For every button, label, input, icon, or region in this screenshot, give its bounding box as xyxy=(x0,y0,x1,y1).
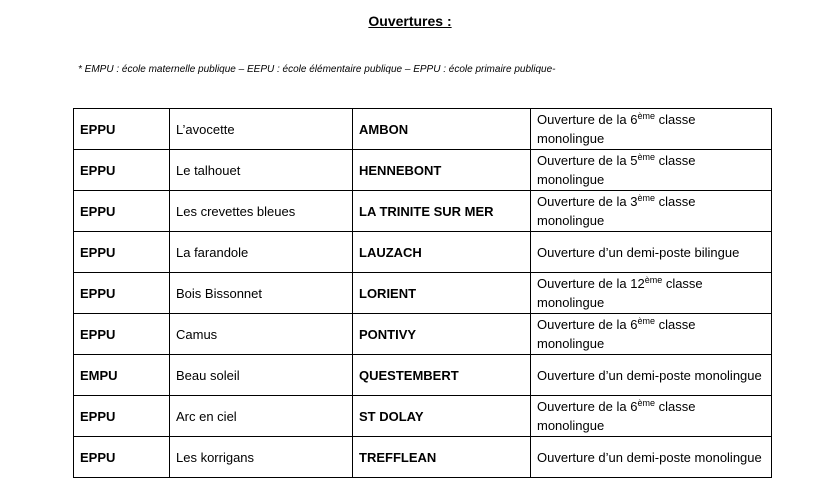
measure-text-continued: classe monolingue xyxy=(537,112,696,146)
school-type-cell: EPPU xyxy=(74,396,170,437)
measure-description-cell xyxy=(531,109,772,150)
measure-text-continued: classe monolingue xyxy=(537,399,696,433)
measure-text: Ouverture de la 6 xyxy=(537,399,638,414)
school-name-cell: Camus xyxy=(170,314,353,355)
measure-text: Ouverture d’un demi-poste monolingue xyxy=(537,449,762,465)
commune-cell: ST DOLAY xyxy=(353,396,531,437)
measure-text-continued: classe monolingue xyxy=(537,153,696,187)
page-title xyxy=(0,13,820,29)
measure-description-cell xyxy=(531,150,772,191)
table-row xyxy=(74,396,772,437)
measure-description-cell xyxy=(531,273,772,314)
school-type-cell: EPPU xyxy=(74,273,170,314)
school-name-cell: La farandole xyxy=(170,232,353,273)
measure-description-cell xyxy=(531,396,772,437)
commune-cell: QUESTEMBERT xyxy=(353,355,531,396)
measure-text: Ouverture d’un demi-poste bilingue xyxy=(537,244,740,260)
ordinal-suffix: ème xyxy=(637,193,655,203)
page-title-text: Ouvertures : xyxy=(368,13,452,29)
measure-text-continued: classe monolingue xyxy=(537,317,696,351)
table-row xyxy=(74,437,772,478)
commune-cell: LA TRINITE SUR MER xyxy=(353,191,531,232)
school-type-cell: EMPU xyxy=(74,355,170,396)
table-row xyxy=(74,191,772,232)
openings-table-body xyxy=(74,109,772,478)
school-type-cell: EPPU xyxy=(74,232,170,273)
measure-description-cell xyxy=(531,355,772,396)
school-name-cell: Les crevettes bleues xyxy=(170,191,353,232)
commune-cell: HENNEBONT xyxy=(353,150,531,191)
school-type-cell: EPPU xyxy=(74,314,170,355)
measure-text: Ouverture de la 12 xyxy=(537,276,645,291)
table-row xyxy=(74,314,772,355)
school-type-cell: EPPU xyxy=(74,150,170,191)
commune-cell: PONTIVY xyxy=(353,314,531,355)
measure-text: Ouverture d’un demi-poste monolingue xyxy=(537,367,762,383)
commune-cell: AMBON xyxy=(353,109,531,150)
measure-text-continued: classe monolingue xyxy=(537,276,703,310)
measure-text: Ouverture de la 5 xyxy=(537,153,638,168)
school-type-cell: EPPU xyxy=(74,109,170,150)
commune-cell: LAUZACH xyxy=(353,232,531,273)
measure-text: Ouverture de la 3 xyxy=(537,194,638,209)
ordinal-suffix: ème xyxy=(637,152,655,162)
commune-cell: LORIENT xyxy=(353,273,531,314)
measure-text: Ouverture de la 6 xyxy=(537,112,638,127)
school-name-cell: Bois Bissonnet xyxy=(170,273,353,314)
school-type-cell: EPPU xyxy=(74,191,170,232)
ordinal-suffix: ème xyxy=(637,316,655,326)
measure-description-cell xyxy=(531,232,772,273)
abbreviation-legend: * EMPU : école maternelle publique – EEPU : école élémentaire publique – EPPU : école primaire publique- xyxy=(78,64,556,75)
ordinal-suffix: ème xyxy=(637,398,655,408)
school-name-cell: Beau soleil xyxy=(170,355,353,396)
measure-text: Ouverture de la 6 xyxy=(537,317,638,332)
table-row xyxy=(74,150,772,191)
ordinal-suffix: ème xyxy=(644,275,663,285)
measure-description-cell xyxy=(531,314,772,355)
school-type-cell: EPPU xyxy=(74,437,170,478)
ordinal-suffix: ème xyxy=(637,111,655,121)
school-name-cell: Arc en ciel xyxy=(170,396,353,437)
table-row xyxy=(74,232,772,273)
commune-cell: TREFFLEAN xyxy=(353,437,531,478)
school-name-cell: Le talhouet xyxy=(170,150,353,191)
measure-description-cell xyxy=(531,191,772,232)
school-name-cell: L’avocette xyxy=(170,109,353,150)
measure-description-cell xyxy=(531,437,772,478)
table-row xyxy=(74,355,772,396)
measure-text-continued: classe monolingue xyxy=(537,194,696,228)
openings-table xyxy=(73,108,772,478)
table-row xyxy=(74,273,772,314)
school-name-cell: Les korrigans xyxy=(170,437,353,478)
table-row xyxy=(74,109,772,150)
